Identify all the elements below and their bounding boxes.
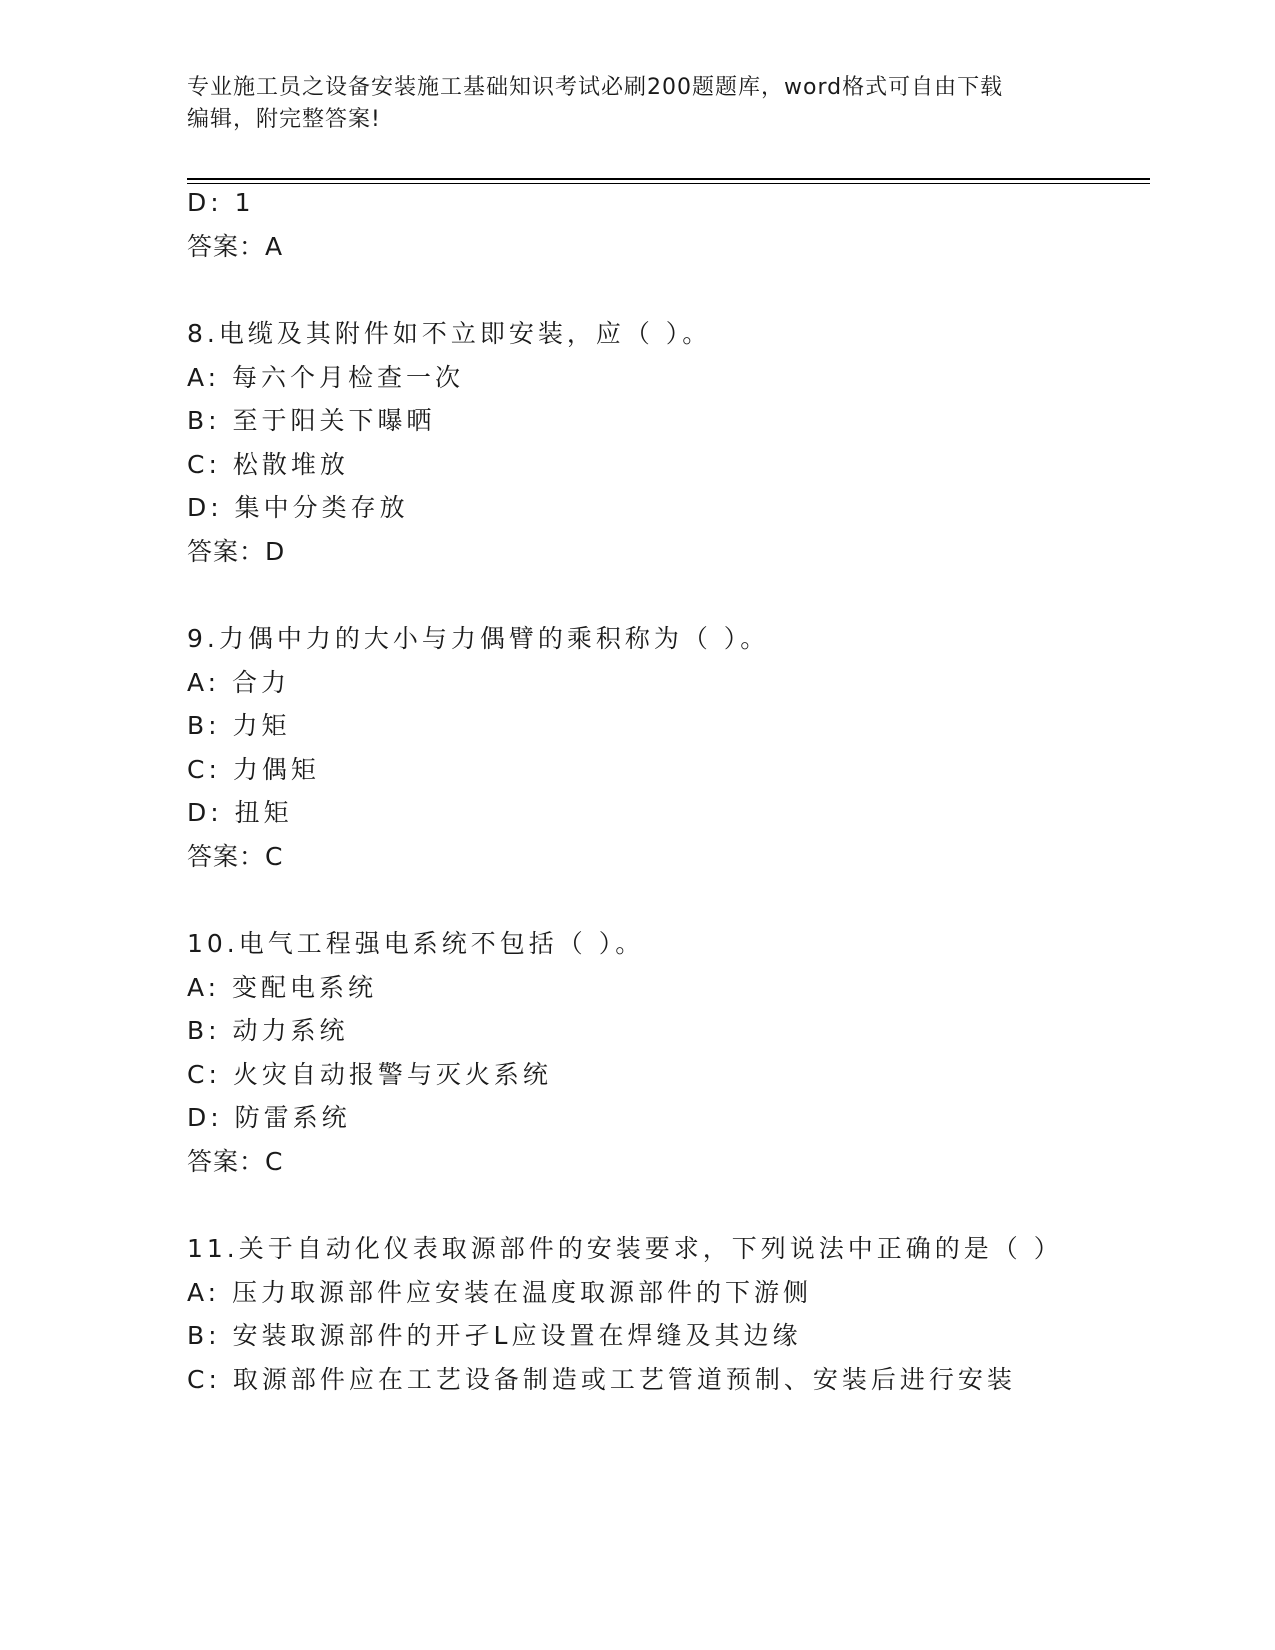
question-11-option-a: A: 压力取源部件应安装在温度取源部件的下游侧	[187, 1278, 813, 1307]
question-9-option-b: B: 力矩	[187, 711, 291, 740]
question-10-option-a: A: 变配电系统	[187, 973, 378, 1002]
prev-option-d: D: 1	[187, 188, 255, 217]
question-10-answer: 答案：C	[187, 1147, 284, 1176]
question-11-option-b: B: 安装取源部件的开孑L应设置在焊缝及其边缘	[187, 1321, 802, 1350]
header-divider-thin	[187, 183, 1150, 184]
question-10-stem: 10.电气工程强电系统不包括（ ）。	[187, 929, 645, 958]
question-8-answer: 答案：D	[187, 537, 286, 566]
question-9-answer: 答案：C	[187, 842, 284, 871]
prev-answer: 答案：A	[187, 232, 284, 261]
question-11-option-c: C: 取源部件应在工艺设备制造或工艺管道预制、安装后进行安装	[187, 1365, 1016, 1394]
question-11-stem: 11.关于自动化仪表取源部件的安装要求，下列说法中正确的是（ ）	[187, 1234, 1063, 1263]
question-9-option-d: D: 扭矩	[187, 798, 293, 827]
question-9-option-a: A: 合力	[187, 668, 291, 697]
question-10-option-b: B: 动力系统	[187, 1016, 349, 1045]
header-title-line-2: 编辑，附完整答案!	[187, 107, 381, 132]
question-10-option-c: C: 火灾自动报警与灭火系统	[187, 1060, 552, 1089]
header-title-line-1: 专业施工员之设备安装施工基础知识考试必刷200题题库，word格式可自由下载	[187, 75, 1004, 100]
question-8-option-d: D: 集中分类存放	[187, 493, 409, 522]
question-8-option-b: B: 至于阳关下曝晒	[187, 406, 436, 435]
header-divider-thick	[187, 178, 1150, 180]
question-10-option-d: D: 防雷系统	[187, 1103, 351, 1132]
document-header	[187, 72, 1077, 136]
question-8-option-a: A: 每六个月检查一次	[187, 363, 465, 392]
question-9-option-c: C: 力偶矩	[187, 755, 320, 784]
question-8-option-c: C: 松散堆放	[187, 450, 349, 479]
question-9-stem: 9.力偶中力的大小与力偶臂的乘积称为（ ）。	[187, 624, 770, 653]
question-8-stem: 8.电缆及其附件如不立即安装，应（ ）。	[187, 319, 712, 348]
